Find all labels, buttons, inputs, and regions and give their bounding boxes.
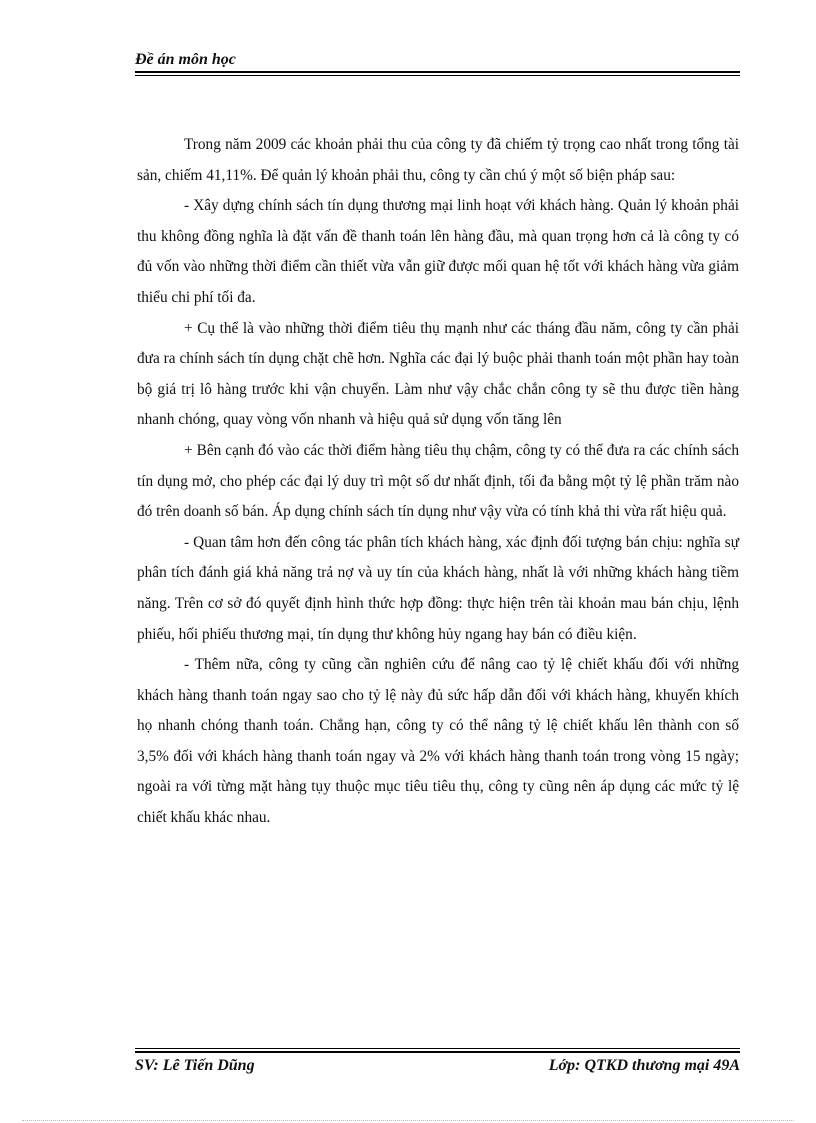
header-rule-thin bbox=[135, 75, 740, 76]
footer-rule-thin bbox=[135, 1048, 740, 1049]
paragraph: Trong năm 2009 các khoản phải thu của công ty đã chiếm tỷ trọng cao nhất trong tổng tài sản, chiếm 41,11%. Để quản lý khoản phải thu, công ty cần chú ý một số biện pháp sau: bbox=[137, 136, 739, 184]
footer-rule-thick bbox=[135, 1051, 740, 1053]
header-title: Đề án môn học bbox=[135, 51, 236, 68]
paragraph: + Bên cạnh đó vào các thời điểm hàng tiêu thụ chậm, công ty có thể đưa ra các chính sách tín dụng mở, cho phép các đại lý duy trì một số dư nhất định, tối đa bằng một tỷ lệ phần trăm nào đó trên doanh số bán. Áp dụng chính sách tín dụng như vậy vừa có tính khả thi vừa rất hiệu quả. bbox=[137, 441, 739, 521]
footer-student: SV: Lê Tiến Dũng bbox=[135, 1057, 255, 1074]
paragraph: + Cụ thể là vào những thời điểm tiêu thụ mạnh như các tháng đầu năm, công ty cần phải đưa ra chính sách tín dụng chặt chẽ hơn. Nghĩa các đại lý buộc phải thanh toán một phần hay toàn bộ giá trị lô hàng trước khi vận chuyển. Làm như vậy chắc chắn công ty sẽ thu được tiền hàng nhanh chóng, quay vòng vốn nhanh và hiệu quả sử dụng vốn tăng lên bbox=[137, 319, 739, 429]
page-footer bbox=[135, 1048, 740, 1076]
footer-class: Lớp: QTKD thương mại 49A bbox=[548, 1057, 740, 1074]
page-edge-divider bbox=[22, 1120, 794, 1121]
page-header bbox=[135, 50, 740, 76]
paragraph: - Thêm nữa, công ty cũng cần nghiên cứu để nâng cao tỷ lệ chiết khấu đối với những khách hàng thanh toán ngay sao cho tỷ lệ này đủ sức hấp dẫn đối với khách hàng, khuyến khích họ nhanh chóng thanh toán. Chẳng hạn, công ty có thể nâng tỷ lệ chiết khấu lên thành con số 3,5% đối với khách hàng thanh toán ngay và 2% với khách hàng thanh toán trong vòng 15 ngày; ngoài ra với từng mặt hàng tụy thuộc mục tiêu tiêu thụ, công ty cũng nên áp dụng các mức tỷ lệ chiết khấu khác nhau. bbox=[137, 656, 739, 827]
paragraph: - Quan tâm hơn đến công tác phân tích khách hàng, xác định đối tượng bán chịu: nghĩa sự phân tích đánh giá khả năng trả nợ và uy tín của khách hàng, nhất là với những khách hàng tiềm năng. Trên cơ sở đó quyết định hình thức hợp đồng: thực hiện trên tài khoản mau bán chịu, lệnh phiếu, hối phiếu thương mại, tín dụng thư không hủy ngang hay bán có điều kiện. bbox=[137, 533, 739, 643]
paragraph: - Xây dựng chính sách tín dụng thương mại linh hoạt với khách hàng. Quản lý khoản phải thu không đồng nghĩa là đặt vấn đề thanh toán lên hàng đầu, mà quan trọng hơn cả là công ty có đủ vốn vào những thời điểm cần thiết vừa vẫn giữ được mối quan hệ tốt với khách hàng vừa giảm thiểu chi phí tối đa. bbox=[137, 197, 739, 306]
header-rule-thick bbox=[135, 71, 740, 73]
footer-row bbox=[135, 1056, 740, 1076]
document-body bbox=[137, 130, 739, 834]
